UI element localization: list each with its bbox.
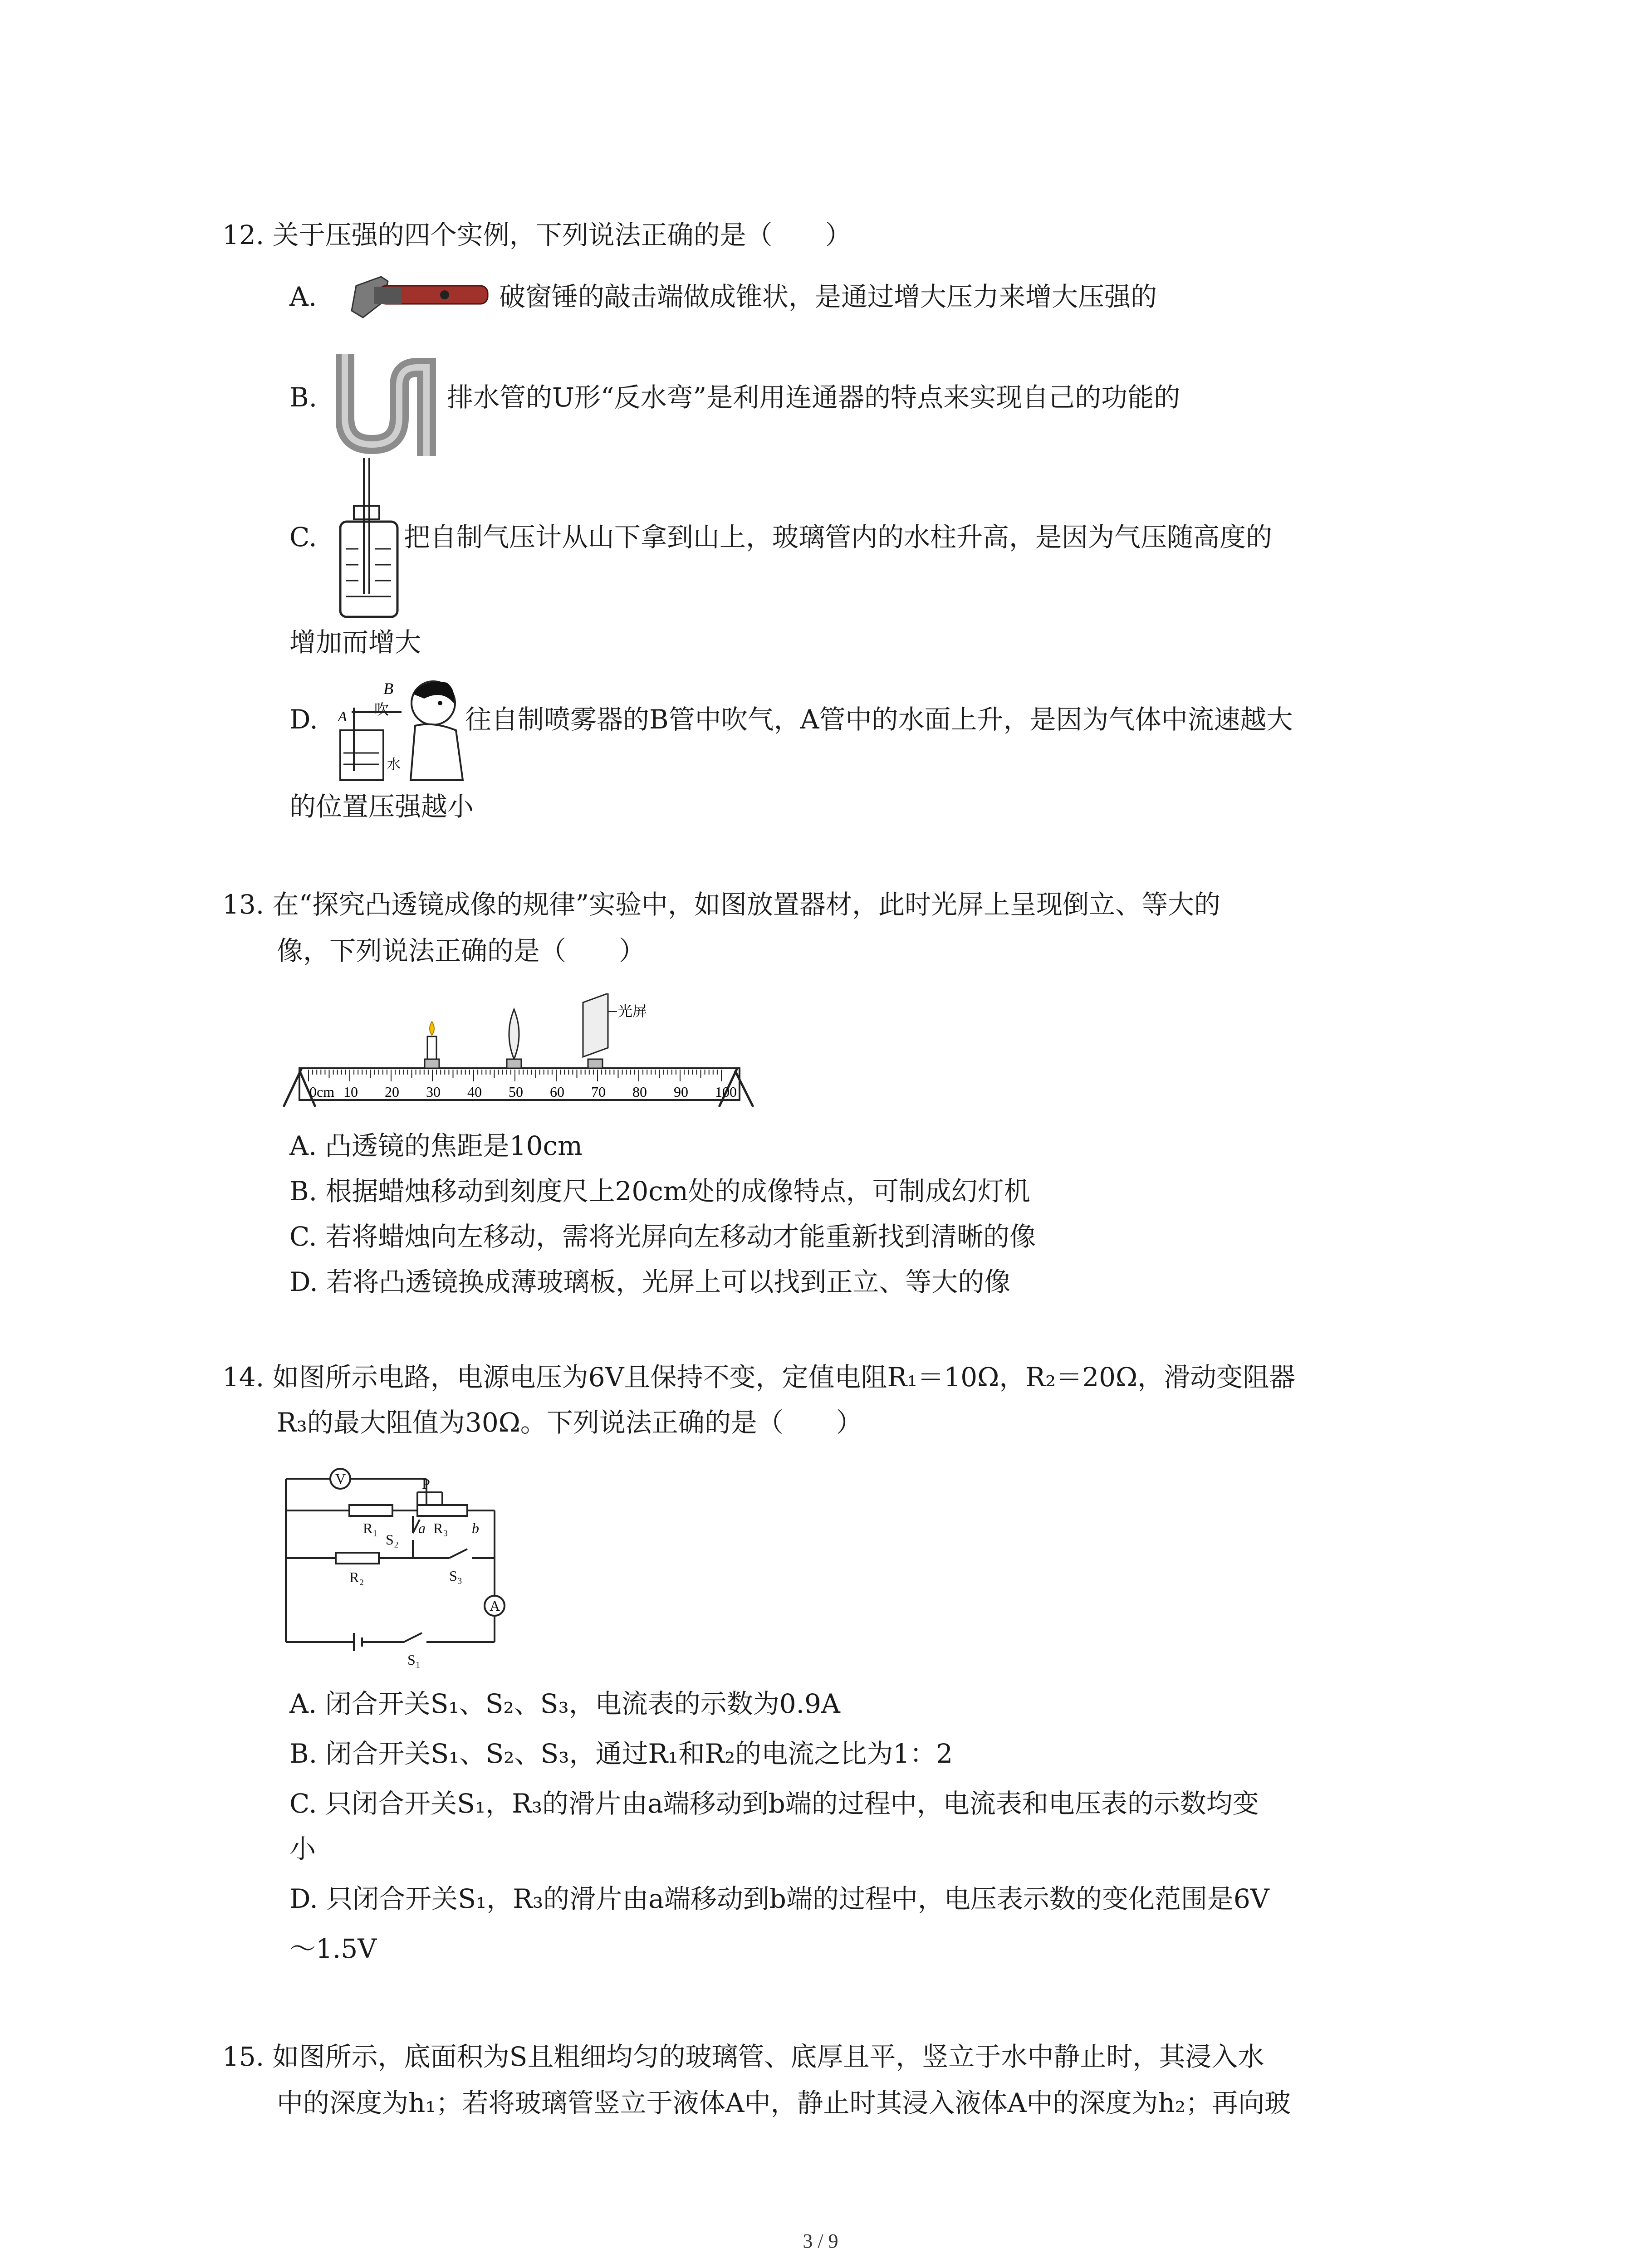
ruler-tick-label: 30 xyxy=(426,1084,441,1100)
q12-stem: 12. 关于压强的四个实例，下列说法正确的是（ ） xyxy=(222,220,852,250)
drain-pipe-figure xyxy=(336,349,440,458)
sprayer-label-b: B xyxy=(383,679,393,698)
q12-option-d-cont: 的位置压强越小 xyxy=(289,791,474,822)
q14-option-d-cont: ～1.5V xyxy=(289,1933,377,1964)
sprayer-label-a: A xyxy=(338,708,347,724)
q13-stem-line1: 13. 在“探究凸透镜成像的规律”实验中，如图放置器材，此时光屏上呈现倒立、等大的 xyxy=(222,889,1220,920)
r2-label: R₂ xyxy=(349,1569,364,1585)
q13-option-a: A. 凸透镜的焦距是10cm xyxy=(289,1130,583,1161)
q14-option-d: D. 只闭合开关S₁，R₃的滑片由a端移动到b端的过程中，电压表示数的变化范围是6V xyxy=(289,1883,1269,1914)
terminal-b-label: b xyxy=(472,1520,479,1536)
q12-option-a-label: A. xyxy=(289,281,317,312)
q12-option-c-cont: 增加而增大 xyxy=(289,627,421,658)
q13-stem-line2: 像，下列说法正确的是（ ） xyxy=(277,935,646,966)
q14-option-a: A. 闭合开关S₁、S₂、S₃，电流表的示数为0.9A xyxy=(289,1688,840,1719)
screen-label: 光屏 xyxy=(618,1002,647,1020)
voltmeter-label: V xyxy=(335,1471,346,1487)
sprayer-label-water: 水 xyxy=(387,757,401,772)
q12-option-a-text: 破窗锤的敲击端做成锥状，是通过增大压力来增大压强的 xyxy=(499,281,1157,312)
q14-stem-line1: 14. 如图所示电路，电源电压为6V且保持不变，定值电阻R₁＝10Ω，R₂＝20Ω，滑动变阻器 xyxy=(222,1362,1296,1393)
q15-line1: 15. 如图所示，底面积为S且粗细均匀的玻璃管、底厚且平，竖立于水中静止时，其浸入水 xyxy=(222,2041,1264,2072)
ruler-tick-label: 10 xyxy=(343,1084,358,1100)
ruler-tick-label: 70 xyxy=(591,1084,606,1100)
ruler-tick-label: 20 xyxy=(385,1084,399,1100)
q13-option-c: C. 若将蜡烛向左移动，需将光屏向左移动才能重新找到清晰的像 xyxy=(289,1221,1036,1252)
q13-option-b: B. 根据蜡烛移动到刻度尺上20cm处的成像特点，可制成幻灯机 xyxy=(289,1176,1030,1207)
s2-label: S₂ xyxy=(386,1531,399,1548)
ruler-tick-label: 100 xyxy=(715,1084,737,1100)
s1-label: S₁ xyxy=(407,1652,421,1668)
terminal-a-label: a xyxy=(418,1520,426,1536)
q15-line2: 中的深度为h₁；若将玻璃管竖立于液体A中，静止时其浸入液体A中的深度为h₂；再向玻 xyxy=(277,2087,1291,2118)
q14-stem-line2: R₃的最大阻值为30Ω。下列说法正确的是（ ） xyxy=(277,1407,862,1438)
q12-option-c-text: 把自制气压计从山下拿到山上，玻璃管内的水柱升高，是因为气压随高度的 xyxy=(404,522,1273,552)
ruler-tick-label: 80 xyxy=(632,1084,647,1100)
q12-option-d-text: 往自制喷雾器的B管中吹气，A管中的水面上升，是因为气体中流速越大 xyxy=(465,704,1293,735)
q12-option-b-label: B. xyxy=(289,382,318,413)
hammer-figure xyxy=(338,268,495,336)
r1-label: R₁ xyxy=(363,1520,378,1536)
ruler-tick-label: 60 xyxy=(550,1084,564,1100)
q12-option-d-label: D. xyxy=(289,704,318,735)
ruler-tick-label: 0cm xyxy=(309,1084,335,1100)
slider-p-label: P xyxy=(422,1476,430,1492)
q14-option-c: C. 只闭合开关S₁，R₃的滑片由a端移动到b端的过程中，电流表和电压表的示数均变 xyxy=(289,1788,1259,1819)
ruler-tick-label: 90 xyxy=(674,1084,688,1100)
sprayer-label-blow: 吹 xyxy=(374,701,389,718)
optical-bench-figure xyxy=(281,993,762,1116)
ruler-tick-label: 50 xyxy=(509,1084,523,1100)
r3-label: R₃ xyxy=(433,1520,448,1536)
q14-option-b: B. 闭合开关S₁、S₂、S₃，通过R₁和R₂的电流之比为1：2 xyxy=(289,1738,953,1769)
q13-option-d: D. 若将凸透镜换成薄玻璃板，光屏上可以找到正立、等大的像 xyxy=(289,1266,1011,1297)
q14-option-c-cont: 小 xyxy=(289,1833,316,1864)
q12-option-c-label: C. xyxy=(289,522,317,552)
circuit-figure xyxy=(281,1461,517,1674)
ammeter-label: A xyxy=(490,1598,500,1614)
q12-option-b-text: 排水管的U形“反水弯”是利用连通器的特点来实现自己的功能的 xyxy=(447,382,1181,413)
ruler-tick-label: 40 xyxy=(467,1084,482,1100)
s3-label: S₃ xyxy=(449,1568,462,1584)
barometer-figure xyxy=(336,458,404,621)
sprayer-figure xyxy=(333,671,465,785)
page-number: 3 / 9 xyxy=(803,2230,838,2252)
